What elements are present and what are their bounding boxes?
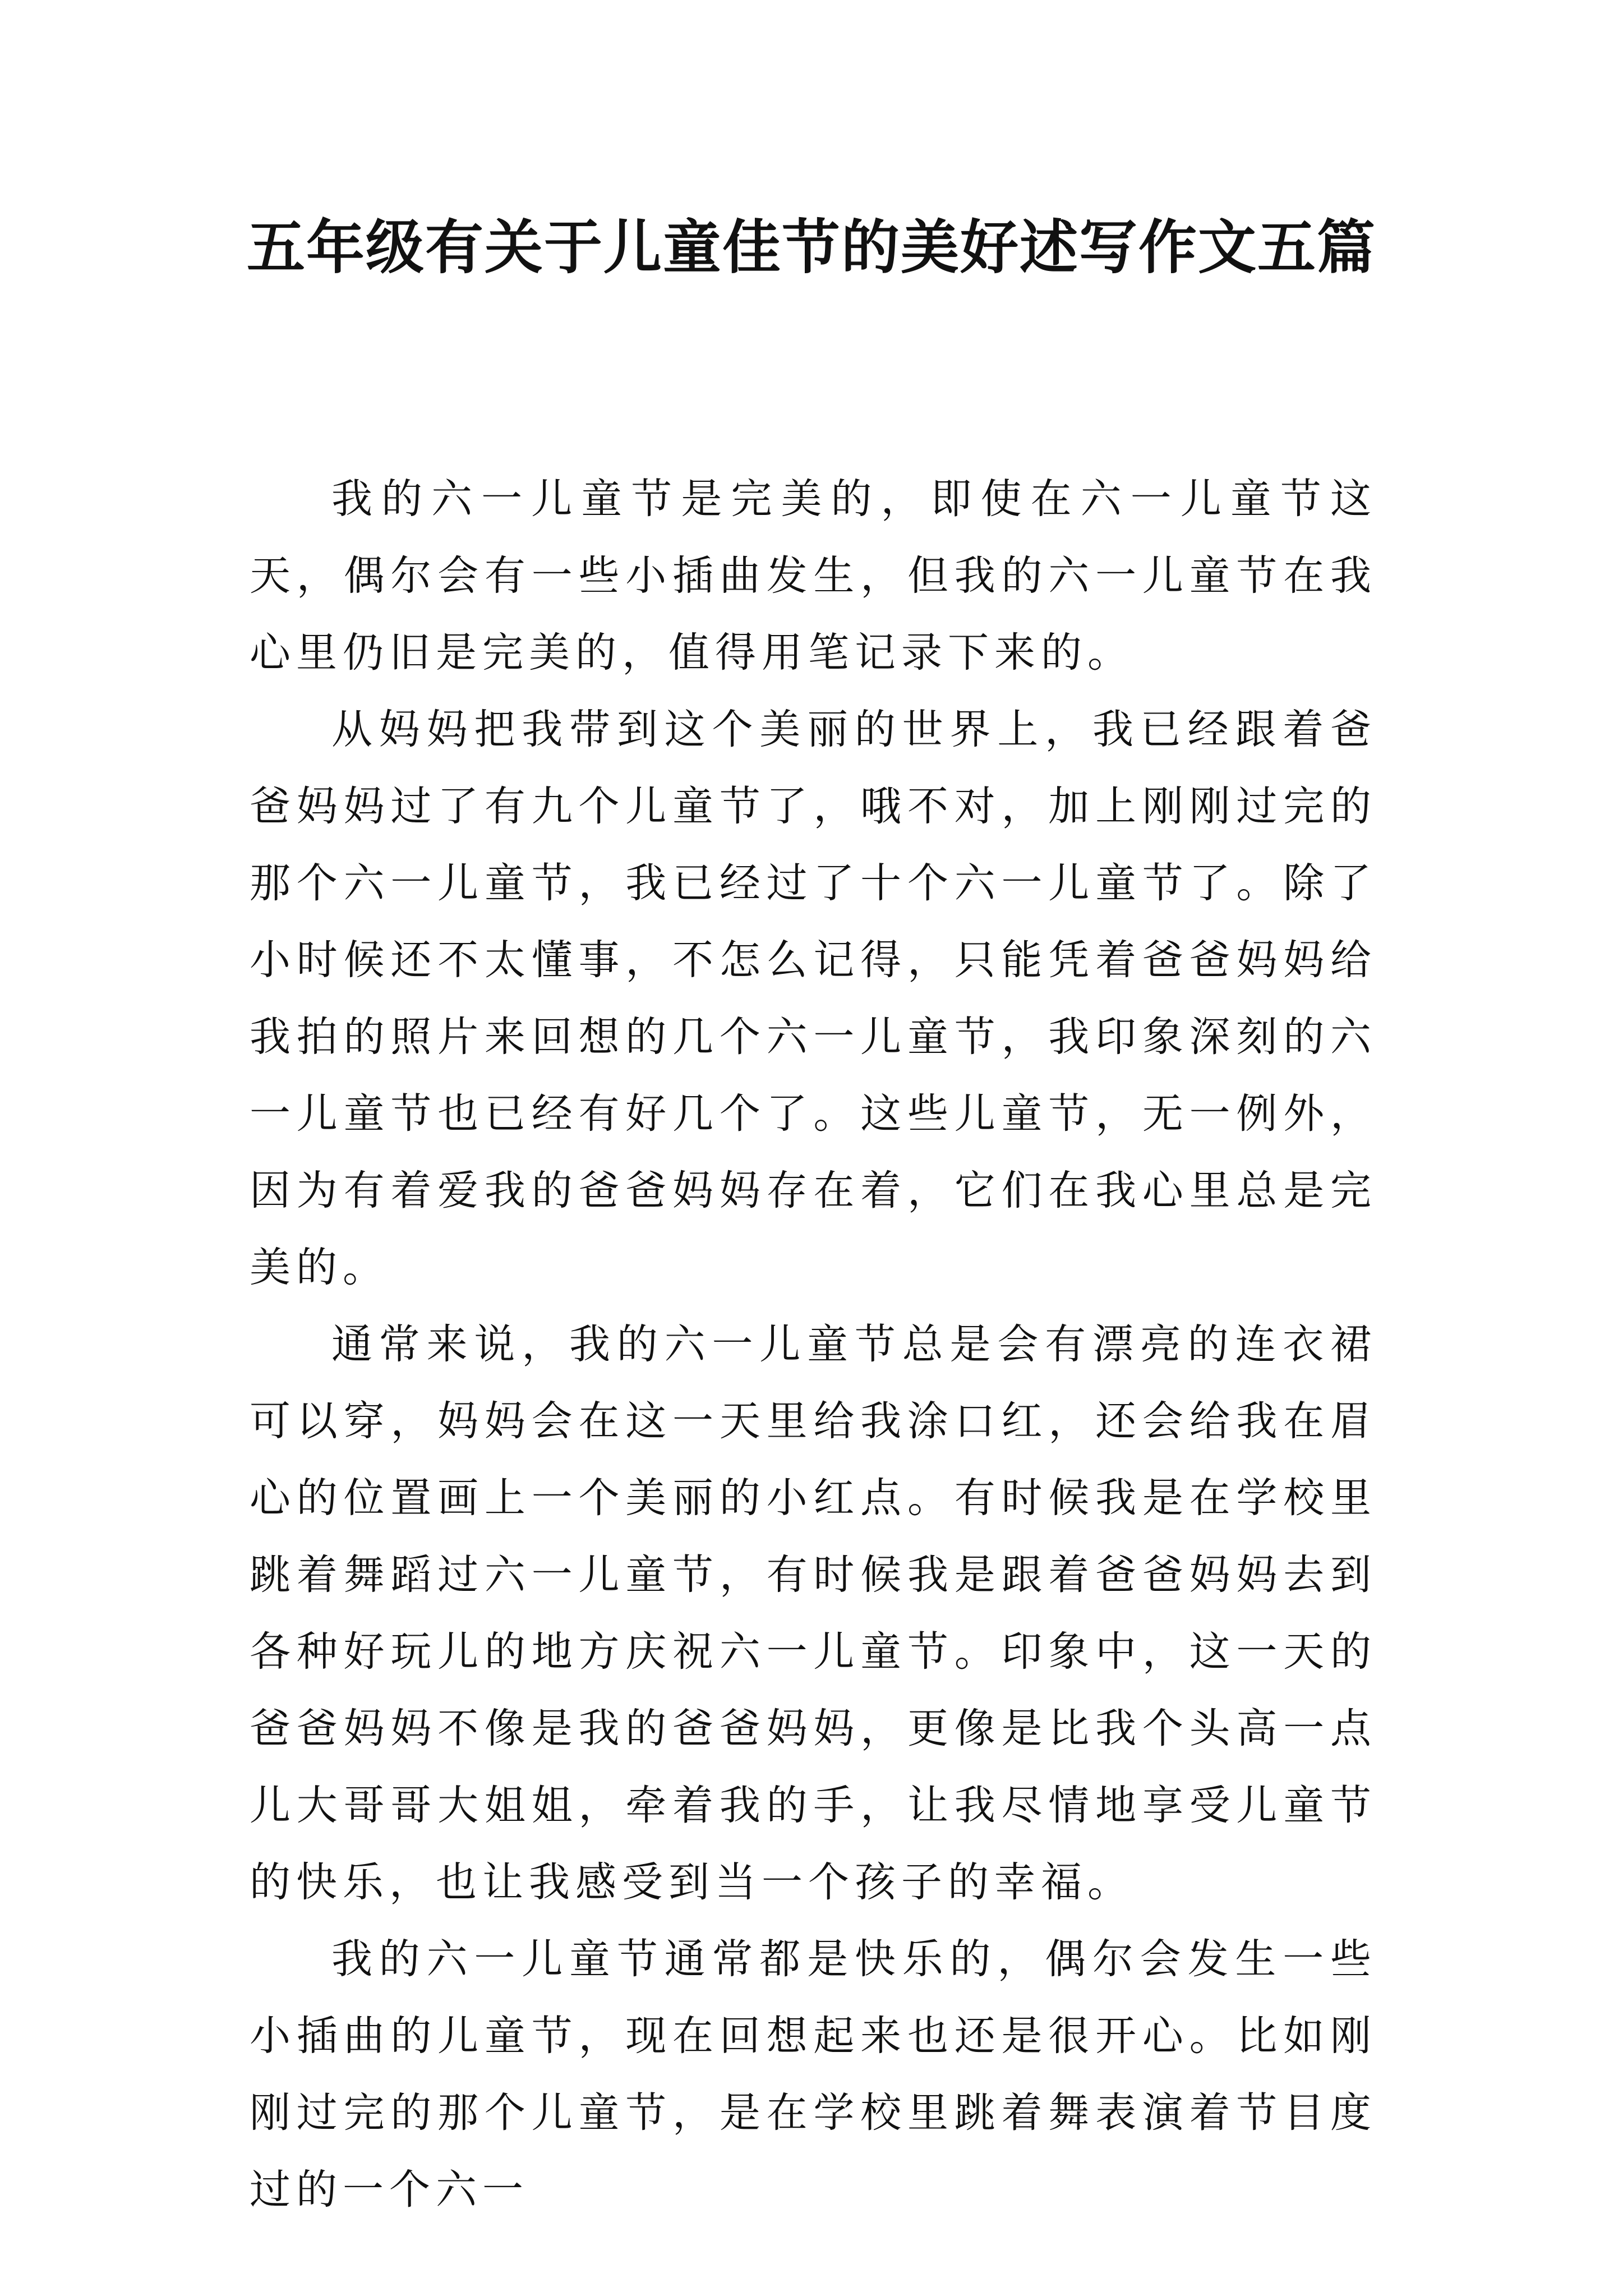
paragraph: 我的六一儿童节通常都是快乐的，偶尔会发生一些小插曲的儿童节，现在回想起来也还是很开心。比如刚刚过完的那个儿童节，是在学校里跳着舞表演着节目度过的一个六一 <box>250 1935 1377 2214</box>
paragraph: 通常来说，我的六一儿童节总是会有漂亮的连衣裙可以穿，妈妈会在这一天里给我涂口红，还会给我在眉心的位置画上一个美丽的小红点。有时候我是在学校里跳着舞蹈过六一儿童节，有时候我是跟着爸爸妈妈去到各种好玩儿的地方庆祝六一儿童节。印象中，这一天的爸爸妈妈不像是我的爸爸妈妈，更像是比我个头高一点儿大哥哥大姐姐，牵着我的手，让我尽情地享受儿童节的快乐，也让我感受到当一个孩子的幸福。 <box>250 1320 1377 1906</box>
paragraph: 我的六一儿童节是完美的，即使在六一儿童节这天，偶尔会有一些小插曲发生，但我的六一儿童节在我心里仍旧是完美的，值得用笔记录下来的。 <box>250 475 1377 677</box>
document-body <box>250 461 1377 2228</box>
document-title: 五年级有关于儿童佳节的美好述写作文五篇 <box>246 213 1376 282</box>
paragraph: 从妈妈把我带到这个美丽的世界上，我已经跟着爸爸妈妈过了有九个儿童节了，哦不对，加上刚刚过完的那个六一儿童节，我已经过了十个六一儿童节了。除了小时候还不太懂事，不怎么记得，只能凭着爸爸妈妈给我拍的照片来回想的几个六一儿童节，我印象深刻的六一儿童节也已经有好几个了。这些儿童节，无一例外，因为有着爱我的爸爸妈妈存在着，它们在我心里总是完美的。 <box>250 706 1377 1291</box>
